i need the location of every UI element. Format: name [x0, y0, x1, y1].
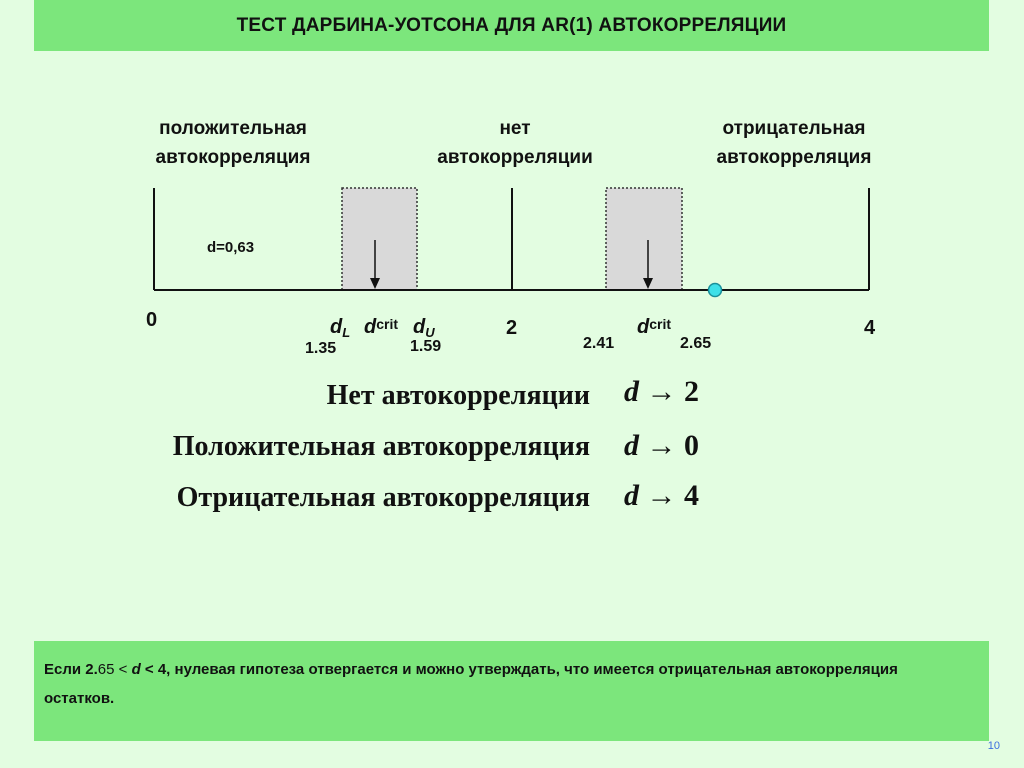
- dl-symbol: d: [330, 316, 343, 338]
- zone-negative-line2: автокорреляция: [716, 147, 872, 168]
- slide-title: ТЕСТ ДАРБИНА-УОТСОНА ДЛЯ AR(1) АВТОКОРРЕЛЯЦИИ: [236, 14, 787, 36]
- dl-value-label: 1.35: [305, 340, 337, 357]
- rule-none-val: 2: [684, 375, 699, 408]
- inconclusive-zone-lower: [342, 188, 417, 290]
- du-symbol: d: [413, 316, 426, 338]
- rule-negative-arrow: →: [646, 479, 677, 512]
- dcrit-lower-subscript: crit: [376, 316, 399, 332]
- conclusion-value: 65 <: [97, 661, 132, 678]
- conclusion-d-var: d: [131, 661, 141, 678]
- critical-point-marker: [709, 284, 722, 297]
- du-value-label: 1.59: [410, 338, 442, 355]
- dcrit-upper-subscript: crit: [649, 316, 672, 332]
- rule-negative-val: 4: [684, 479, 699, 512]
- rule-formula-none: [624, 375, 699, 409]
- rule-positive-arrow: →: [646, 429, 677, 462]
- upper-u-value-label: 2.65: [680, 335, 712, 352]
- slide-number: 10: [987, 740, 1000, 752]
- zone-positive-line2: автокорреляция: [155, 147, 311, 168]
- tick-label-2: 2: [506, 317, 518, 339]
- zone-none-line1: нет: [499, 118, 531, 139]
- rule-formula-positive: [624, 429, 699, 463]
- rule-text-negative: Отрицательная автокорреляция: [176, 482, 590, 513]
- conclusion-box: [34, 641, 989, 741]
- zone-positive-line1: положительная: [159, 118, 307, 139]
- upper-l-value-label: 2.41: [583, 335, 615, 352]
- rule-text-none: Нет автокорреляции: [326, 380, 590, 411]
- rule-positive-val: 0: [684, 429, 699, 462]
- dcrit-upper-symbol: d: [637, 316, 650, 338]
- zone-negative-line1: отрицательная: [722, 118, 866, 139]
- dcrit-label-upper: [637, 316, 671, 339]
- inconclusive-zone-upper: [606, 188, 682, 290]
- conclusion-prefix: Если 2.: [44, 661, 98, 678]
- dcrit-label-lower: [364, 316, 398, 339]
- rule-text-positive: Положительная автокорреляция: [172, 431, 590, 462]
- conclusion-text: [44, 655, 944, 713]
- rule-positive-var: d: [624, 429, 639, 462]
- dl-subscript: L: [342, 325, 351, 340]
- du-subscript: U: [425, 325, 435, 340]
- rule-none-var: d: [624, 375, 639, 408]
- d-value-label: d=0,63: [207, 239, 255, 256]
- dl-label: [330, 316, 350, 340]
- conclusion-suffix: < 4, нулевая гипотеза отвергается и можно утверждать, что имеется отрицательная автокорреляция остатков.: [44, 661, 898, 707]
- rule-formula-negative: [624, 479, 699, 513]
- rule-none-arrow: →: [646, 375, 677, 408]
- tick-label-4: 4: [864, 317, 876, 339]
- du-label: [413, 316, 435, 340]
- tick-label-0: 0: [146, 309, 158, 331]
- rule-negative-var: d: [624, 479, 639, 512]
- zone-none-line2: автокорреляции: [437, 147, 593, 168]
- dcrit-lower-symbol: d: [364, 316, 377, 338]
